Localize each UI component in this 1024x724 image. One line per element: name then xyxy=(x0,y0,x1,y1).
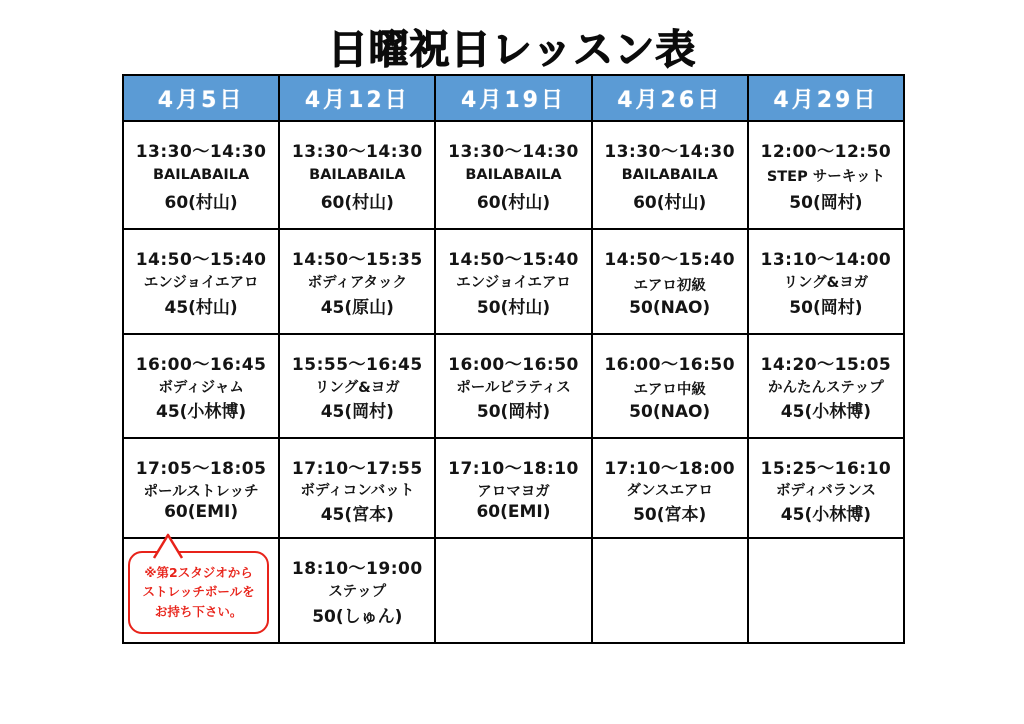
lesson-cell xyxy=(749,122,905,230)
lesson-time: 14:50～15:35 xyxy=(291,250,423,270)
lesson-time: 18:10～19:00 xyxy=(291,559,423,579)
lesson-name: BAILABAILA xyxy=(465,167,562,183)
lesson-instructor: 45(小林博) xyxy=(780,402,871,422)
lesson-time: 13:30～14:30 xyxy=(448,142,579,162)
lesson-cell xyxy=(436,230,592,335)
lesson-name: STEP サーキット xyxy=(766,168,885,185)
lesson-name: アロマヨガ xyxy=(477,484,550,500)
lesson-name: BAILABAILA xyxy=(152,167,250,183)
lesson-name: エアロ中級 xyxy=(633,382,706,398)
lesson-cell xyxy=(280,539,436,644)
lesson-instructor: 50(しゅん) xyxy=(312,607,403,627)
lesson-cell xyxy=(749,230,905,335)
lesson-time: 14:50～15:40 xyxy=(448,250,579,270)
note-bubble xyxy=(128,551,269,634)
lesson-time: 14:50～15:40 xyxy=(135,250,267,270)
lesson-time: 17:05～18:05 xyxy=(135,459,267,479)
lesson-name: かんたんステップ xyxy=(768,379,884,396)
lesson-instructor: 60(村山) xyxy=(320,193,394,213)
note-cell xyxy=(124,539,280,644)
lesson-name: エアロ初級 xyxy=(633,277,706,294)
lesson-instructor: 50(岡村) xyxy=(476,402,551,422)
lesson-name: ボディコンバット xyxy=(300,483,415,499)
date-header-apr12: 4月12日 xyxy=(280,76,436,122)
lesson-instructor: 60(EMI) xyxy=(476,502,551,522)
lesson-instructor: 45(宮本) xyxy=(320,505,394,525)
date-header-apr29: 4月29日 xyxy=(749,76,905,122)
lesson-name: ポールストレッチ xyxy=(143,484,259,500)
lesson-instructor: 60(村山) xyxy=(164,193,238,213)
lesson-time: 17:10～18:10 xyxy=(448,459,579,479)
lesson-time: 16:00～16:45 xyxy=(135,355,267,375)
lesson-cell xyxy=(280,439,436,539)
lesson-name: エンジョイエアロ xyxy=(143,275,259,291)
lesson-instructor: 45(小林博) xyxy=(155,402,247,422)
lesson-instructor: 45(岡村) xyxy=(320,402,394,422)
lesson-time: 15:55～16:45 xyxy=(291,355,423,375)
bubble-tail-icon xyxy=(150,532,186,559)
lesson-cell xyxy=(280,230,436,335)
lesson-instructor: 45(原山) xyxy=(320,298,394,318)
lesson-cell xyxy=(593,230,749,335)
empty-cell xyxy=(593,539,749,644)
empty-cell xyxy=(749,539,905,644)
lesson-time: 13:30～14:30 xyxy=(604,142,736,162)
page-title: 日曜祝日レッスン表 xyxy=(327,27,697,73)
lesson-cell xyxy=(593,439,749,539)
lesson-time: 13:30～14:30 xyxy=(291,142,423,162)
lesson-instructor: 60(村山) xyxy=(476,193,551,213)
lesson-instructor: 50(岡村) xyxy=(789,193,863,213)
lesson-name: ボディバランス xyxy=(775,483,876,499)
lesson-time: 15:25～16:10 xyxy=(760,459,892,479)
lesson-name: リング&ヨガ xyxy=(314,379,400,396)
note-line: ※第2スタジオから xyxy=(144,564,253,580)
lesson-name: エンジョイエアロ xyxy=(456,275,571,291)
lesson-instructor: 50(宮本) xyxy=(633,505,707,525)
lesson-name: BAILABAILA xyxy=(309,167,406,183)
lesson-cell xyxy=(124,122,280,230)
note-line: お持ち下さい。 xyxy=(154,603,243,619)
lesson-time: 16:00～16:50 xyxy=(604,355,736,375)
lesson-cell xyxy=(436,122,592,230)
lesson-time: 14:50～15:40 xyxy=(604,250,736,270)
lesson-cell xyxy=(280,335,436,439)
lesson-instructor: 50(NAO) xyxy=(629,298,711,318)
date-header-apr19: 4月19日 xyxy=(436,76,592,122)
lesson-time: 12:00～12:50 xyxy=(760,142,892,162)
lesson-schedule-table xyxy=(122,74,905,644)
lesson-instructor: 50(村山) xyxy=(476,298,551,318)
lesson-cell xyxy=(593,335,749,439)
date-header-apr26: 4月26日 xyxy=(593,76,749,122)
lesson-time: 16:00～16:50 xyxy=(448,355,579,375)
lesson-time: 13:10～14:00 xyxy=(760,250,892,270)
date-header-apr5: 4月5日 xyxy=(124,76,280,122)
lesson-cell xyxy=(593,122,749,230)
lesson-name: ボディジャム xyxy=(158,379,244,396)
empty-cell xyxy=(436,539,592,644)
lesson-name: ステップ xyxy=(328,584,387,600)
lesson-name: BAILABAILA xyxy=(621,167,718,183)
lesson-name: ダンスエアロ xyxy=(626,483,714,499)
lesson-cell xyxy=(124,335,280,439)
lesson-name: リング&ヨガ xyxy=(783,275,869,291)
lesson-instructor: 45(小林博) xyxy=(780,505,871,525)
lesson-instructor: 45(村山) xyxy=(164,298,238,318)
lesson-instructor: 60(EMI) xyxy=(164,502,239,522)
lesson-cell xyxy=(280,122,436,230)
lesson-instructor: 50(岡村) xyxy=(789,298,863,318)
lesson-name: ボディアタック xyxy=(307,275,407,291)
note-line: ストレッチボールを xyxy=(142,584,255,600)
lesson-cell xyxy=(124,230,280,335)
lesson-name: ポールピラティス xyxy=(456,379,571,396)
lesson-instructor: 60(村山) xyxy=(633,193,707,213)
lesson-instructor: 50(NAO) xyxy=(629,402,711,422)
lesson-time: 17:10～18:00 xyxy=(604,459,736,479)
lesson-cell xyxy=(436,335,592,439)
lesson-cell xyxy=(749,335,905,439)
lesson-cell xyxy=(749,439,905,539)
lesson-time: 14:20～15:05 xyxy=(760,355,892,375)
lesson-cell xyxy=(124,439,280,539)
lesson-cell xyxy=(436,439,592,539)
lesson-time: 13:30～14:30 xyxy=(135,142,267,162)
lesson-time: 17:10～17:55 xyxy=(291,459,423,479)
